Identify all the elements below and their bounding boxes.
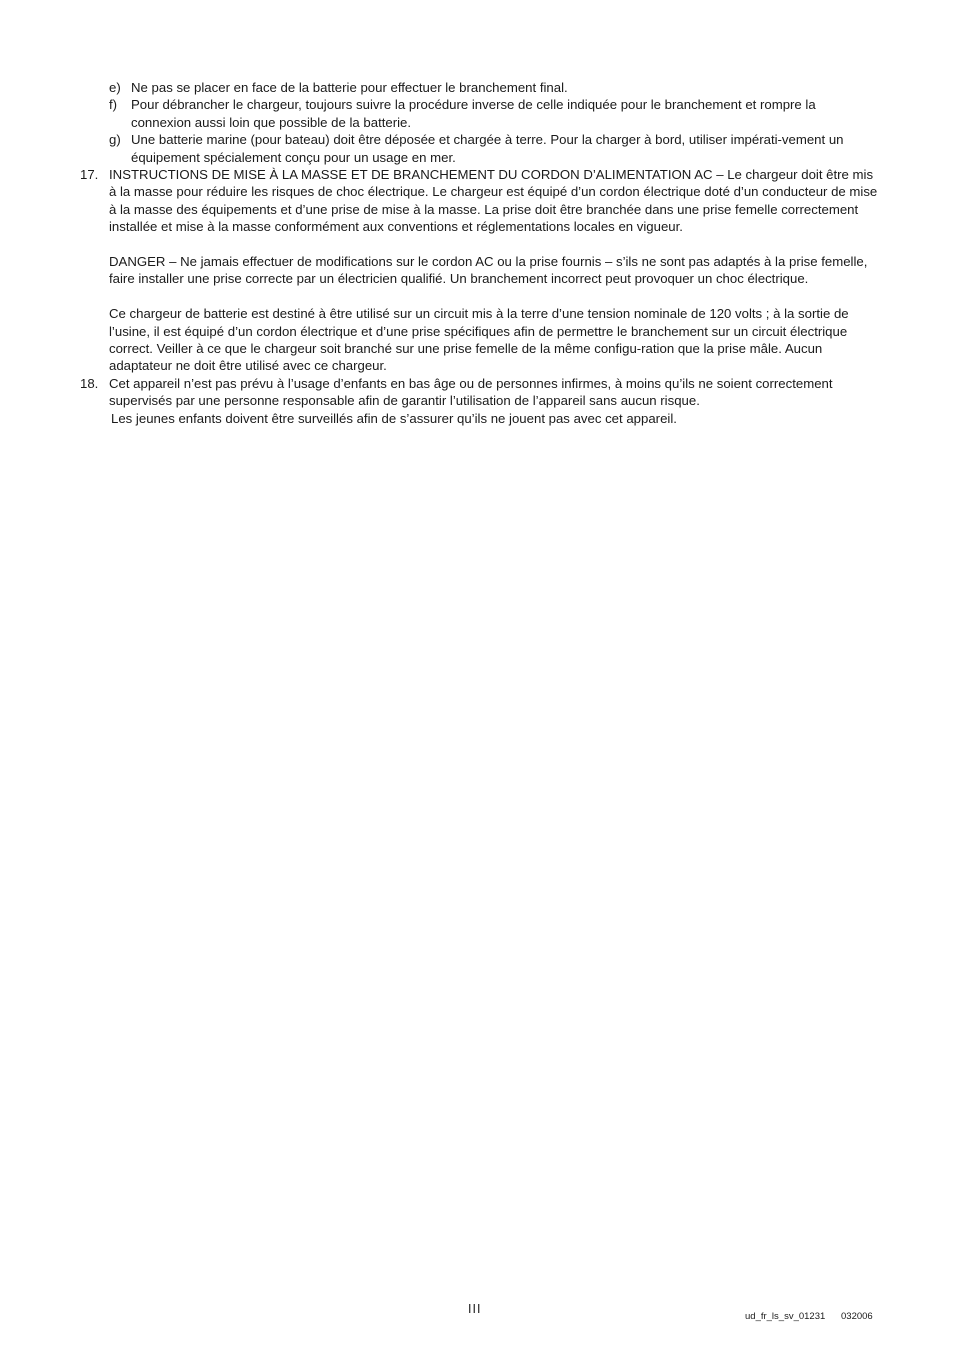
list-item-text: Pour débrancher le chargeur, toujours suivre la procédure inverse de celle indiquée pour le branchement et rompre la connexion aussi loin que possible de la batterie. <box>131 97 816 130</box>
paragraph-gap <box>109 236 880 253</box>
section-18 <box>80 375 880 427</box>
section-17-paragraph-grounding: INSTRUCTIONS DE MISE À LA MASSE ET DE BRANCHEMENT DU CORDON D’ALIMENTATION AC – Le chargeur doit être mis à la masse pour réduire les risques de choc électrique. Le chargeur est équipé d’un cordon électrique doté d’un conducteur de mise à la masse des équipements et d’une prise de mise à la masse. La prise doit être branchée dans une prise femelle correctement installée et mise à la masse conformément aux conventions et réglementations locales en vigueur. <box>109 167 878 235</box>
list-marker: e) <box>109 80 121 95</box>
section-17-paragraph-voltage: Ce chargeur de batterie est destiné à être utilisé sur un circuit mis à la terre d’une tension nominale de 120 volts ; à la sortie de l’usine, il est équipé d’un cordon électrique et d’une prise spécifiques afin de permettre le branchement sur un circuit électrique correct. Veiller à ce que le chargeur soit branché sur une prise femelle de la même configu-ration que la prise mâle. Aucun adaptateur ne doit être utilisé avec ce chargeur. <box>109 306 849 374</box>
section-18-paragraph-children: Les jeunes enfants doivent être surveillés afin de s’assurer qu’ils ne jouent pas avec cet appareil. <box>111 410 677 426</box>
list-item-f <box>80 96 872 131</box>
section-17 <box>80 166 880 375</box>
page-number: III <box>468 1302 482 1316</box>
list-item-g <box>80 131 872 166</box>
list-item-e <box>80 79 872 96</box>
document-code: ud_fr_ls_sv_01231 <box>745 1311 826 1322</box>
paragraph-gap <box>109 288 880 305</box>
section-17-paragraph-danger: DANGER – Ne jamais effectuer de modifications sur le cordon AC ou la prise fournis – s’ils ne sont pas adaptés à la prise femelle, faire installer une prise correcte par un électricien qualifié. Un branchement incorrect peut provoquer un choc électrique. <box>109 254 868 287</box>
section-18-paragraph-supervision: Cet appareil n’est pas prévu à l’usage d’enfants en bas âge ou de personnes infirmes, à moins qu’ils ne soient correctement supervisés par une personne responsable afin de garantir l’utilisation de l’appareil sans aucun risque. <box>109 375 833 409</box>
section-number: 17. <box>80 167 99 183</box>
list-marker: g) <box>109 132 121 148</box>
list-marker: f) <box>109 97 118 113</box>
document-body <box>80 79 880 427</box>
list-item-text: Ne pas se placer en face de la batterie pour effectuer le branchement final. <box>131 80 568 95</box>
section-number: 18. <box>80 375 99 391</box>
document-date: 032006 <box>841 1311 873 1322</box>
list-item-text: Une batterie marine (pour bateau) doit être déposée et chargée à terre. Pour la charger à bord, utiliser impérati-vement un équipement spécialement conçu pour un usage en mer. <box>131 132 844 165</box>
